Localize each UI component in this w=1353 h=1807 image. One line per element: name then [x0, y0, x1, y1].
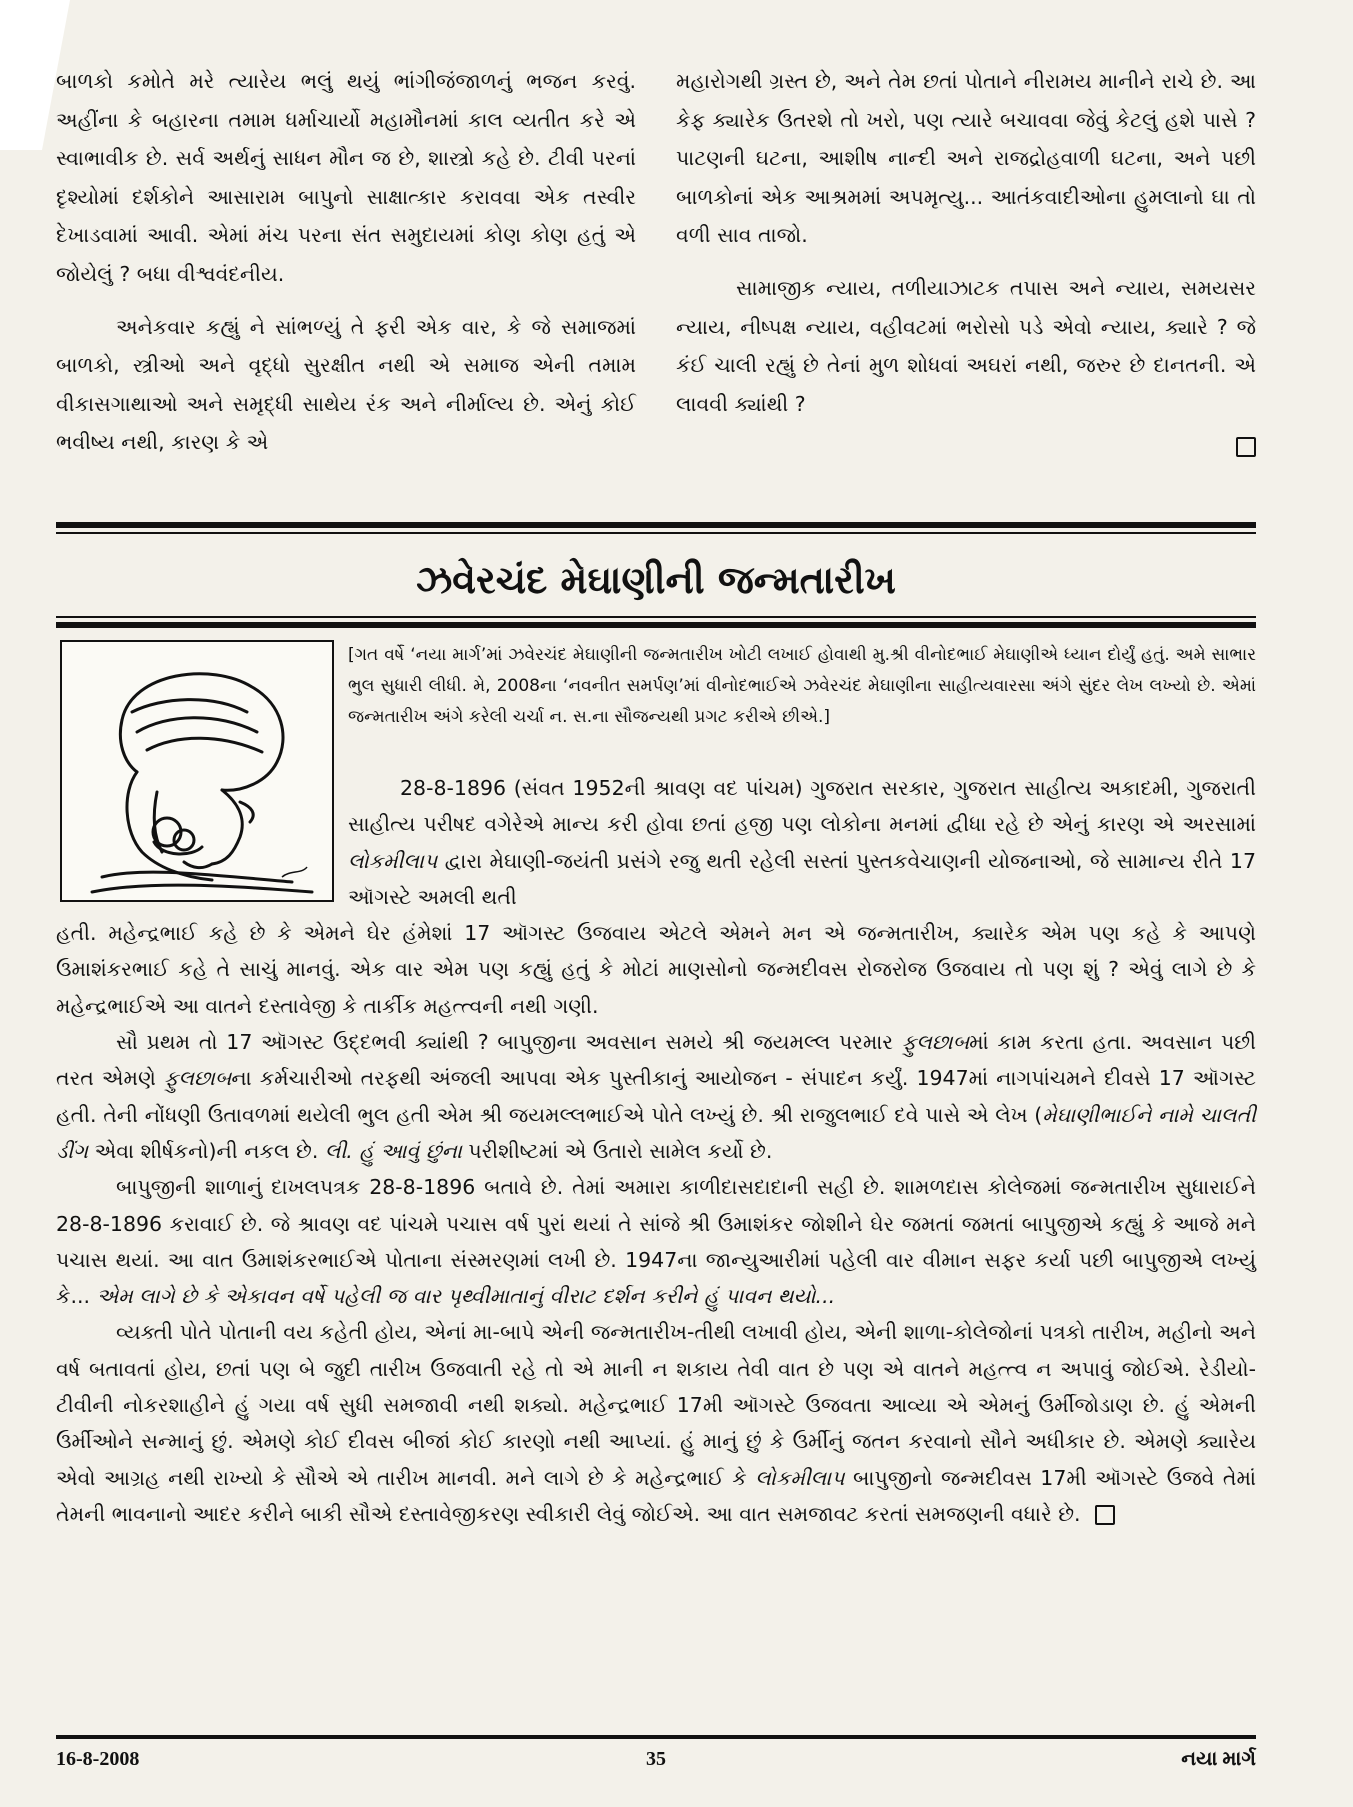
heading-bottom-thin-rule	[56, 616, 1256, 618]
p4-b: બાપુજીનો જન્મદીવસ 17મી ઑગસ્ટે ઉજવે તેમાં તેમની ભાવનાનો આદર કરીને બાકી સૌએ દસ્તાવેજીકરણ સ્વીકારી લેવું જોઈએ. આ વાત સમજાવટ કરતાં સમજણની વધારે છે.	[56, 1465, 1256, 1526]
left-column-paragraph-2: અનેકવાર કહ્યું ને સાંભળ્યું તે ફરી એક વાર, કે જે સમાજમાં બાળકો, સ્ત્રીઓ અને વૃદ્ધો સુરક્ષીત નથી એ સમાજ એની તમામ વીકાસગાથાઓ અને સમૃદ્ધી સાથેય રંક અને નીર્માલ્ય છે. એનું કોઈ ભવીષ્ય નથી, કારણ કે એ	[56, 314, 636, 455]
end-mark-container	[676, 427, 1256, 466]
article-paragraph-1-rest: હતી. મહેન્દ્રભાઈ કહે છે કે એમને ઘેર હંમેશાં 17 ઑગસ્ટ ઉજવાય એટલે એમને મન એ જન્મતારીખ, ક્યારેક એમ પણ કહે કે આપણે ઉમાશંકરભાઈ કહે તે સાચું માનવું. એક વાર એમ પણ કહ્યું હતું કે મોટાં માણસોનો જન્મદીવસ રોજરોજ ઉજવાય તો પણ શું ? એવું લાગે છે કે મહેન્દ્રભાઈએ આ વાતને દસ્તાવેજી કે તાર્કીક મહત્ત્વની નથી ગણી.	[56, 921, 1256, 1018]
article-paragraph-4	[56, 1314, 1256, 1532]
previous-article-columns	[56, 62, 1256, 520]
right-column-paragraph-1: મહારોગથી ગ્રસ્ત છે, અને તેમ છતાં પોતાને નીરામય માનીને રાચે છે. આ કેફ ક્યારેક ઉતરશે તો ખરો, પણ ત્યારે બચાવવા જેવું કેટલું હશે પાસે ? પાટણની ઘટના, આશીષ નાન્દી અને રાજદ્રોહવાળી ઘટના, અને પછી બાળકોનાં એક આશ્રમમાં અપમૃત્યુ... આતંકવાદીઓના હુમલાનો ઘા તો વળી સાવ તાજો.	[676, 69, 1256, 248]
left-column-paragraph-1: બાળકો કમોતે મરે ત્યારેય ભલું થયું ભાંગીજંજાળનું ભજન કરવું. અહીંના કે બહારના તમામ ધર્માચાર્યો મહામૌનમાં કાલ વ્યતીત કરે એ સ્વાભાવીક છે. સર્વ અર્થનું સાધન મૌન જ છે, શાસ્ત્રો કહે છે. ટીવી પરનાં દૃશ્યોમાં દર્શકોને આસારામ બાપુનો સાક્ષાત્કાર કરાવવા એક તસ્વીર દેખાડવામાં આવી. એમાં મંચ પરના સંત સમુદાયમાં કોણ કોણ હતું એ જોયેલું ? બધા વીશ્વવંદનીય.	[56, 69, 636, 286]
article-paragraph-2	[56, 1024, 1256, 1169]
p2-a: સૌ પ્રથમ તો 17 ઑગસ્ટ ઉદ્દભવી ક્યાંથી ? બાપુજીના અવસાન સમયે શ્રી જયમલ્લ પરમાર	[116, 1030, 893, 1055]
p4-italic: લોકમીલાપ	[755, 1465, 845, 1490]
p2-d: એવા શીર્ષકનો)ની નકલ છે.	[94, 1138, 319, 1163]
right-column-paragraph-2: સામાજીક ન્યાય, તળીયાઝાટક તપાસ અને ન્યાય, સમયસર ન્યાય, નીષ્પક્ષ ન્યાય, વહીવટમાં ભરોસો પડે એવો ન્યાય, ક્યારે ? જે કંઈ ચાલી રહ્યું છે તેનાં મુળ શોધવાં અઘરાં નથી, જરુર છે દાનતની. એ લાવવી ક્યાંથી ?	[676, 275, 1256, 416]
editorial-note: [ગત વર્ષે ‘નયા માર્ગ’માં ઝવેરચંદ મેઘાણીની જન્મતારીખ ખોટી લખાઈ હોવાથી મુ.શ્રી વીનોદભાઈ મેઘાણીએ ધ્યાન દોર્યું હતું. અમે સાભાર ભુલ સુધારી લીધી. મે, 2008ના ‘નવનીત સમર્પણ’માં વીનોદભાઈએ ઝવેરચંદ મેઘાણીના સાહીત્યવારસા અંગે સુંદર લેખ લખ્યો છે. એમાં જન્મતારીખ અંગે કરેલી ચર્ચા ન. સ.ના સૌજન્યથી પ્રગટ કરીએ છીએ.]	[348, 645, 1256, 727]
p3-a: બાપુજીની શાળાનું દાખલપત્રક 28-8-1896 બતાવે છે. તેમાં અમારા કાળીદાસદાદાની સહી છે. શામળદાસ કોલેજમાં જન્મતારીખ સુધારાઈને 28-8-1896 કરાવાઈ છે. જે શ્રાવણ વદ પાંચમે પચાસ વર્ષ પુરાં થયાં તે સાંજે શ્રી ઉમાશંકર જોશીને ઘેર જમતાં જમતાં બાપુજીએ કહ્યું કે આજે મને પચાસ થયાં. આ વાત ઉમાશંકરભાઈએ પોતાના સંસ્મરણમાં લખી છે. 1947ના જાન્યુઆરીમાં પહેલી વાર વીમાન સફર કર્યા પછી બાપુજીએ લખ્યું કે...	[56, 1175, 1256, 1309]
end-of-article-box-icon	[1095, 1505, 1115, 1525]
p1-text: 28-8-1896 (સંવત 1952ની શ્રાવણ વદ પાંચમ) ગુજરાત સરકાર, ગુજરાત સાહીત્ય અકાદમી, ગુજરાતી સાહીત્ય પરીષદ વગેરેએ માન્ય કરી હોવા છતાં હજી પણ લોકોના મનમાં દ્વીધા રહે છે એનું કારણ એ અરસામાં	[348, 776, 1256, 837]
heading-top-rule	[56, 522, 1256, 528]
p2-italic-3: મેઘાણીભાઈને નામે ચાલતી ડીંગ	[56, 1102, 1256, 1163]
page-footer	[56, 1748, 1256, 1778]
left-column	[56, 62, 636, 520]
p2-italic-2: ફુલછાબ	[163, 1066, 232, 1091]
p2-italic-1: ફુલછાબ	[901, 1030, 970, 1055]
article-body	[56, 770, 1256, 1532]
p2-italic-4: લી. હું આવું છુંના	[324, 1138, 462, 1163]
article-heading: ઝવેરચંદ મેઘાણીની જન્મતારીખ	[416, 558, 896, 602]
article-paragraph-3	[56, 1169, 1256, 1314]
p2-b: માં કામ કરતા હતા. અવસાન પછી તરત એમણે	[56, 1030, 1256, 1091]
p1-continued: દ્વારા મેઘાણી-જયંતી પ્રસંગે રજુ થતી રહેલી સસ્તાં પુસ્તકવેચાણની યોજનાઓ, જે સામાન્ય રીતે 17 ઑગસ્ટે અમલી થતી	[348, 848, 1256, 909]
p2-e: પરીશીષ્ટમાં એ ઉતારો સામેલ કર્યો છે.	[468, 1138, 773, 1163]
p4-a: વ્યક્તી પોતે પોતાની વય કહેતી હોય, એનાં મા-બાપે એની જન્મતારીખ-તીથી લખાવી હોય, એની શાળા-કોલેજોનાં પત્રકો તારીખ, મહીનો અને વર્ષ બતાવતાં હોય, છતાં પણ બે જુદી તારીખ ઉજવાતી રહે તો એ માની ન શકાય તેવી વાત છે પણ એ વાતને મહત્ત્વ ન અપાવું જોઈએ. રેડીયો-ટીવીની નોકરશાહીને હું ગયા વર્ષ સુધી સમજાવી નથી શક્યો. મહેન્દ્રભાઈ 17મી ઑગસ્ટે ઉજવતા આવ્યા એ એમનું ઉર્મીજોડાણ છે. હું એમની ઉર્મીઓને સન્માનું છું. એમણે કોઈ દીવસ બીજાં કોઈ કારણો નથી આપ્યાં. હું માનું છું કે ઉર્મીનું જતન કરવાનો સૌને અધીકાર છે. એમણે ક્યારેય એવો આગ્રહ નથી રાખ્યો કે સૌએ એ તારીખ માનવી. મને લાગે છે કે મહેન્દ્રભાઈ કે	[56, 1320, 1256, 1490]
p2-c: ના કર્મચારીઓ તરફથી અંજલી આપવા એક પુસ્તીકાનું આયોજન - સંપાદન કર્યું. 1947માં નાગપાંચમને દીવસે 17 ઑગસ્ટ હતી. તેની નોંધણી ઉતાવળમાં થયેલી ભુલ હતી એમ શ્રી જયમલ્લભાઈએ પોતે લખ્યું છે. શ્રી રાજુલભાઈ દવે પાસે એ લેખ (	[56, 1066, 1256, 1127]
p1-italic: લોકમીલાપ	[348, 848, 438, 873]
footer-rule	[56, 1735, 1256, 1739]
article-paragraph-1-opening	[56, 770, 1256, 915]
issue-date: 16-8-2008	[56, 1748, 140, 1770]
right-column	[676, 62, 1256, 520]
end-of-article-box-icon	[1236, 437, 1256, 457]
p3-italic: એમ લાગે છે કે એકાવન વર્ષે પહેલી જ વાર પૃથ્વીમાતાનું વીરાટ દર્શન કરીને હું પાવન થયો...	[96, 1284, 836, 1309]
heading-bottom-rule	[56, 622, 1256, 628]
publication-name: નયા માર્ગ	[1181, 1748, 1256, 1770]
heading-top-thin-rule	[56, 532, 1256, 534]
page-number: 35	[646, 1748, 666, 1770]
